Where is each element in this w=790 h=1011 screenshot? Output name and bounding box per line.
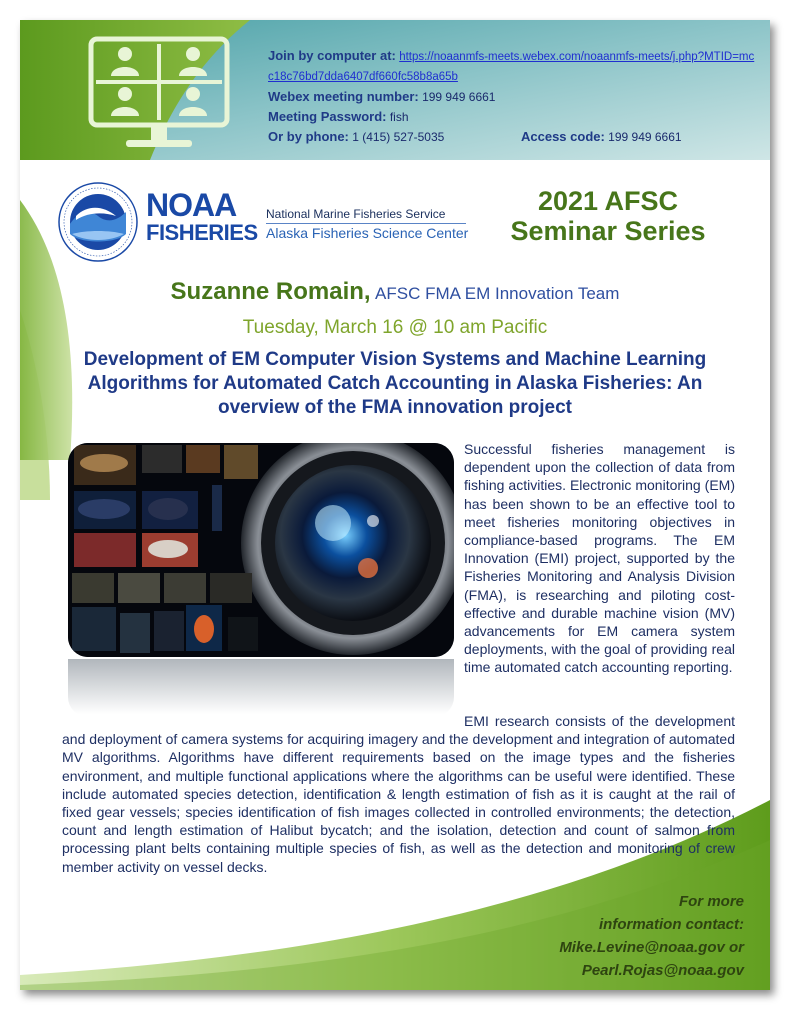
phone-value: 1 (415) 527-5035	[352, 130, 445, 144]
webex-number-value: 199 949 6661	[422, 90, 496, 104]
noaa-wordmark: NOAA	[146, 187, 237, 223]
image-reflection	[68, 659, 454, 717]
series-line-2: Seminar Series	[510, 216, 706, 246]
seminar-title: Development of EM Computer Vision Systems and Machine Learning Algorithms for Automated Catch Accounting in Alaska Fisheries: An overview of the FMA innovation project	[83, 349, 707, 418]
contact-email-2[interactable]: Pearl.Rojas@noaa.gov	[581, 962, 744, 979]
akfsc-label: Alaska Fisheries Science Center	[266, 225, 469, 241]
seminar-date: Tuesday, March 16 @ 10 am Pacific	[242, 317, 548, 338]
speaker-team: AFSC FMA EM Innovation Team	[375, 284, 620, 303]
camera-lens-collage-image	[68, 443, 454, 657]
logo-divider	[266, 223, 466, 224]
contact-line-1: For more	[678, 893, 744, 910]
contact-email-1[interactable]: Mike.Levine@noaa.gov or	[559, 939, 744, 956]
nmfs-label: National Marine Fisheries Service	[266, 207, 446, 221]
contact-line-2: information contact:	[599, 916, 744, 933]
seminar-flyer	[20, 20, 770, 990]
body-paragraph-2: EMI research consists of the development and deployment of camera systems for acquiring imagery and the development and integration of automated MV algorithms. Algorithms have different requirements based on the image types and the fisheries environment, and multiple functional applications where the algorithms can be useful were identified. These include automated species detection, identification & length estimation of fish as it is caught at the rail of fixed gear vessels; species identification of fish images collected in controlled environments; the detection, count and length estimation of Halibut bycatch; and the isolation, detection and count of salmon from processing plant belts containing multiple species of fish, as well as the detection and monitoring of crew member activity on vessel decks.	[62, 713, 735, 875]
join-info	[268, 46, 758, 147]
noaa-seal-icon	[58, 182, 138, 262]
access-code-value: 199 949 6661	[608, 130, 682, 144]
webex-link[interactable]: https://noaanmfs-meets.webex.com/noaanmfs-meets/j.php?MTID=mcc18c76bd7dda6407df660fc58b8a65b	[268, 51, 755, 83]
contact-info	[520, 890, 744, 982]
speaker-line	[20, 278, 770, 306]
fisheries-wordmark: FISHERIES	[146, 220, 258, 245]
webex-number-label: Webex meeting number:	[268, 89, 419, 104]
access-code-label: Access code:	[521, 129, 605, 144]
series-line-1: 2021 AFSC	[537, 186, 679, 216]
phone-label: Or by phone:	[268, 129, 349, 144]
video-conference-monitor-icon	[88, 36, 230, 154]
join-computer-row	[268, 46, 758, 87]
webex-number-row	[268, 87, 758, 107]
password-label: Meeting Password:	[268, 109, 387, 124]
password-value: fish	[389, 110, 409, 124]
password-row	[268, 107, 758, 127]
speaker-name: Suzanne Romain,	[170, 278, 371, 305]
access-code	[521, 127, 682, 147]
join-label: Join by computer at:	[268, 48, 396, 63]
seminar-series-title	[488, 186, 728, 246]
body-paragraph-1: Successful fisheries management is dependent upon the collection of data from fishing activities. Electronic monitoring (EM) has been shown to be an effective tool to meet fisheries monitoring objectives in compliance-based programs. The EM Innovation (EMI) project, supported by the Fisheries Monitoring and Analysis Division (FMA), is researching and piloting cost-effective and durable machine vision (MV) advancements for EM camera system deployments, with the goal of providing real time automated catch accounting reporting.	[464, 441, 735, 676]
phone-row	[268, 127, 758, 147]
